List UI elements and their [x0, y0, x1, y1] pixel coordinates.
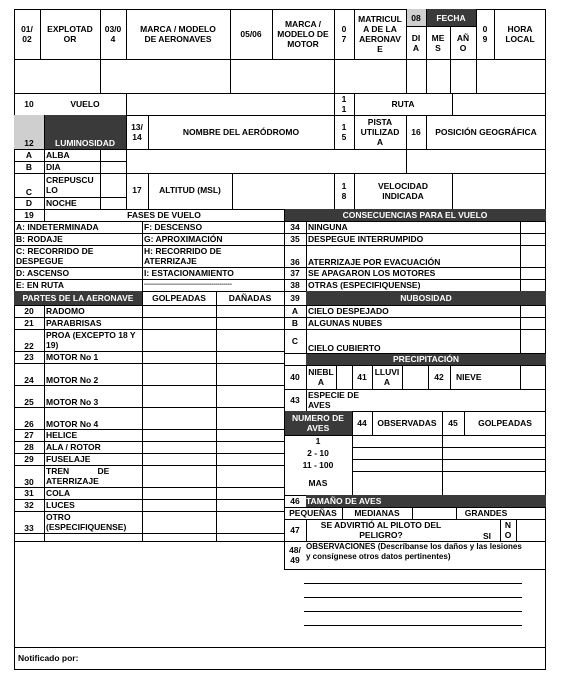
field-number-17: 17 — [132, 185, 142, 195]
lum-option-noche[interactable]: NOCHE — [46, 198, 77, 208]
parte-number: 31 — [24, 488, 34, 498]
observaciones-label: OBSERVACIONES (Descríbanse los daños y las lesiones y consígnese otros datos pertinentes) — [306, 542, 522, 561]
lum-key-c: C — [25, 187, 33, 197]
field-number-48-49: 48/ 49 — [289, 545, 301, 565]
field-number-05-06: 05/06 — [240, 29, 262, 39]
parte-label: LUCES — [46, 500, 75, 510]
consecuencia-motores[interactable]: SE APAGARON LOS MOTORES — [308, 268, 436, 278]
numero-option-mas[interactable]: MAS — [308, 478, 328, 488]
fase-option-h[interactable]: H: RECORRIDO DE ATERRIZAJE — [144, 246, 222, 266]
velocidad-input[interactable] — [452, 173, 546, 209]
fase-option-d[interactable]: D: ASCENSO — [16, 268, 70, 278]
especie-input[interactable] — [368, 389, 546, 411]
fase-option-i[interactable]: I: ESTACIONAMIENTO — [144, 268, 234, 278]
nubosidad-algunas[interactable]: ALGUNAS NUBES — [308, 318, 383, 328]
field-number-44: 44 — [357, 418, 367, 428]
lum-option-dia[interactable]: DIA — [46, 162, 61, 172]
parte-danadas-cell[interactable] — [216, 465, 284, 487]
observaciones-line[interactable] — [304, 583, 522, 584]
parte-label: MOTOR No 1 — [46, 352, 99, 362]
consecuencia-otras[interactable]: OTRAS (ESPECIFIQUENSE) — [308, 280, 421, 290]
consecuencia-number: 35 — [290, 234, 300, 244]
parte-danadas-cell[interactable] — [216, 511, 284, 533]
marca-motor-label: MARCA / MODELO DE MOTOR — [277, 19, 329, 49]
piloto-question: SE ADVIRTIÓ AL PILOTO DEL PELIGRO? — [320, 520, 442, 540]
parte-number: 28 — [24, 442, 34, 452]
ano-label: AÑ O — [456, 32, 470, 53]
ruta-label: RUTA — [391, 99, 415, 109]
field-number-12-text: 12 — [24, 138, 34, 148]
dia-label: DI A — [411, 32, 421, 53]
parte-danadas-cell[interactable] — [216, 351, 284, 363]
nubosidad-key-b: B — [291, 318, 299, 328]
field-number-40: 40 — [290, 372, 300, 382]
parte-danadas-cell[interactable] — [216, 429, 284, 441]
fase-option-c[interactable]: C: RECORRIDO DE DESPEGUE — [16, 246, 94, 266]
parte-golpeadas-cell[interactable] — [142, 351, 216, 363]
parte-golpeadas-cell[interactable] — [142, 329, 216, 351]
vuelo-input[interactable] — [126, 93, 334, 115]
parte-golpeadas-cell[interactable] — [142, 385, 216, 407]
parte-golpeadas-cell[interactable] — [142, 453, 216, 465]
parte-golpeadas-cell[interactable] — [142, 407, 216, 429]
parte-danadas-cell[interactable] — [216, 487, 284, 499]
field-number-47: 47 — [290, 525, 300, 535]
piloto-no-option[interactable]: N O — [504, 520, 512, 540]
consecuencia-number: 37 — [290, 268, 300, 278]
field-number-16: 16 — [411, 127, 421, 137]
parte-number: 27 — [24, 430, 34, 440]
parte-golpeadas-cell[interactable] — [142, 305, 216, 317]
observaciones-line[interactable] — [304, 597, 522, 598]
consecuencias-title: CONSECUENCIAS PARA EL VUELO — [284, 209, 546, 221]
parte-golpeadas-cell[interactable] — [142, 511, 216, 533]
field-number-43: 43 — [290, 395, 300, 405]
altitud-input[interactable] — [232, 173, 334, 207]
parte-number: 22 — [24, 341, 34, 351]
fase-option-g[interactable]: G: APROXIMACIÓN — [144, 234, 223, 244]
field-number-13-14: 13/ 14 — [131, 122, 143, 142]
lum-option-crepusculo[interactable]: CREPUSCU LO — [46, 175, 94, 195]
golpeadas-header: GOLPEADAS — [152, 293, 206, 303]
field-number-07: 0 7 — [341, 24, 347, 44]
parte-number: 26 — [24, 419, 34, 429]
parte-label: MOTOR No 2 — [46, 375, 99, 385]
numero-option-11-100[interactable]: 11 - 100 — [302, 460, 334, 470]
parte-label: HELICE — [46, 430, 78, 440]
parte-danadas-cell[interactable] — [216, 441, 284, 453]
parte-label: COLA — [46, 488, 71, 498]
parte-golpeadas-cell[interactable] — [142, 429, 216, 441]
lum-option-alba[interactable]: ALBA — [46, 150, 70, 160]
field-number-42: 42 — [434, 372, 444, 382]
parte-label: TREN DE ATERRIZAJE — [46, 466, 110, 486]
aerodromo-label: NOMBRE DEL AERÓDROMO — [182, 127, 300, 137]
danadas-header: DAÑADAS — [228, 293, 272, 303]
numero-aves-title: NUMERO DE AVES — [284, 411, 352, 435]
field-number-19: 19 — [24, 210, 34, 220]
parte-number: 21 — [24, 318, 34, 328]
parte-danadas-cell[interactable] — [216, 363, 284, 385]
velocidad-label: VELOCIDAD INDICADA — [377, 181, 429, 201]
parte-danadas-cell[interactable] — [216, 317, 284, 329]
tamano-grandes[interactable]: GRANDES — [464, 508, 508, 518]
fase-dashes: -------------------------------------------- — [144, 282, 232, 288]
parte-label: MOTOR No 4 — [46, 419, 99, 429]
lum-key-a: A — [25, 150, 33, 160]
partes-title: PARTES DE LA AERONAVE — [14, 291, 142, 305]
parte-golpeadas-cell[interactable] — [142, 363, 216, 385]
lum-key-d: D — [25, 198, 33, 208]
luminosidad-header — [44, 115, 126, 149]
parte-number: 25 — [24, 397, 34, 407]
field-number-11: 1 1 — [341, 94, 347, 114]
parte-number: 20 — [24, 306, 34, 316]
mes-label: ME S — [431, 32, 445, 53]
lum-key-b: B — [25, 162, 33, 172]
nubosidad-cubierto[interactable]: CIELO CUBIERTO — [308, 343, 381, 353]
consecuencia-aterrizaje[interactable]: ATERRIZAJE POR EVACUACIÓN — [308, 257, 441, 267]
parte-number: 30 — [24, 477, 34, 487]
observadas-label: OBSERVADAS — [377, 418, 437, 428]
fase-option-f[interactable]: F: DESCENSO — [144, 222, 203, 232]
nubosidad-key-a: A — [291, 306, 299, 316]
parte-label: PROA (EXCEPTO 18 Y 19) — [46, 330, 136, 350]
posicion-label: POSICIÓN GEOGRÁFICA — [435, 127, 537, 137]
parte-golpeadas-cell[interactable] — [142, 317, 216, 329]
niebla-option[interactable]: NIEBL A — [308, 367, 334, 387]
parte-danadas-cell[interactable] — [216, 305, 284, 317]
marca-aeronave-label: MARCA / MODELO DE AERONAVES — [140, 24, 216, 44]
consecuencia-number: 38 — [290, 280, 300, 290]
tamano-pequenas[interactable]: PEQUEÑAS — [289, 508, 337, 518]
lluvia-option[interactable]: LLUVI A — [374, 367, 400, 387]
matricula-label: MATRICUL A DE LA AERONAV E — [358, 14, 402, 54]
parte-label: RADOMO — [46, 306, 85, 316]
parte-danadas-cell[interactable] — [216, 329, 284, 351]
parte-golpeadas-cell[interactable] — [142, 465, 216, 487]
fase-option-a[interactable]: A: INDETERMINADA — [16, 222, 99, 232]
field-number-12 — [14, 115, 44, 149]
fase-option-e[interactable]: E: EN RUTA — [16, 280, 65, 290]
fecha-header: FECHA — [426, 9, 476, 26]
luminosidad-text: LUMINOSIDAD — [55, 138, 115, 148]
notificado-label: Notificado por: — [18, 653, 79, 663]
precipitacion-title: PRECIPITACIÓN — [306, 353, 546, 365]
parte-number: 24 — [24, 375, 34, 385]
nubosidad-key-c: C — [291, 336, 299, 346]
field-number-39: 39 — [290, 293, 300, 303]
nubosidad-title: NUBOSIDAD — [306, 291, 546, 305]
hora-local-label: HORA LOCAL — [505, 24, 535, 44]
vuelo-label: VUELO — [70, 99, 100, 109]
golpeadas-aves-label: GOLPEADAS — [478, 418, 532, 428]
ruta-input[interactable] — [452, 93, 546, 115]
field-number-15: 1 5 — [341, 122, 347, 142]
tamano-aves-title: TAMAÑO DE AVES — [306, 495, 546, 507]
parte-label: PARABRISAS — [46, 318, 102, 328]
tamano-medianas[interactable]: MEDIANAS — [354, 508, 400, 518]
consecuencia-number: 34 — [290, 222, 300, 232]
parte-danadas-cell[interactable] — [216, 453, 284, 465]
field-number-46: 46 — [290, 496, 300, 506]
field-number-10: 10 — [24, 99, 34, 109]
parte-label: OTRO (ESPECIFIQUENSE) — [46, 512, 127, 532]
parte-number: 32 — [24, 500, 34, 510]
parte-danadas-cell[interactable] — [216, 385, 284, 407]
numero-option-1[interactable]: 1 — [315, 436, 321, 446]
field-number-09: 0 9 — [482, 24, 488, 44]
explotador-label: EXPLOTAD OR — [47, 24, 93, 44]
consecuencia-ninguna[interactable]: NINGUNA — [308, 222, 348, 232]
piloto-si-text: SI — [482, 531, 492, 541]
field-number-03-04: 03/0 4 — [104, 24, 122, 44]
consecuencia-despegue[interactable]: DESPEGUE INTERRUMPIDO — [308, 234, 424, 244]
field-number-45: 45 — [448, 418, 458, 428]
especie-label: ESPECIE DE AVES — [308, 390, 360, 410]
parte-golpeadas-cell[interactable] — [142, 499, 216, 511]
pista-label: PISTA UTILIZAD A — [360, 117, 400, 147]
parte-number: 33 — [24, 523, 34, 533]
fases-title: FASES DE VUELO — [127, 210, 201, 220]
consecuencia-number: 36 — [290, 257, 300, 267]
parte-golpeadas-cell[interactable] — [142, 487, 216, 499]
parte-danadas-cell[interactable] — [216, 499, 284, 511]
altitud-label: ALTITUD (MSL) — [159, 185, 221, 195]
fase-option-b[interactable]: B: RODAJE — [16, 234, 63, 244]
parte-label: FUSELAJE — [46, 454, 91, 464]
piloto-si-option[interactable] — [456, 519, 500, 541]
numero-option-2-10[interactable]: 2 - 10 — [307, 448, 329, 458]
observaciones-line[interactable] — [304, 625, 522, 626]
parte-label: MOTOR No 3 — [46, 397, 99, 407]
field-number-18: 1 8 — [341, 181, 347, 201]
parte-golpeadas-cell[interactable] — [142, 441, 216, 453]
parte-number: 29 — [24, 454, 34, 464]
parte-number: 23 — [24, 352, 34, 362]
parte-danadas-cell[interactable] — [216, 407, 284, 429]
nieve-option[interactable]: NIEVE — [456, 372, 482, 382]
field-number-08: 08 — [406, 9, 426, 26]
field-number-01-02: 01/ 02 — [21, 24, 33, 44]
parte-label: ALA / ROTOR — [46, 442, 101, 452]
observaciones-line[interactable] — [304, 611, 522, 612]
field-number-41: 41 — [357, 372, 367, 382]
nubosidad-despejado[interactable]: CIELO DESPEJADO — [308, 306, 389, 316]
